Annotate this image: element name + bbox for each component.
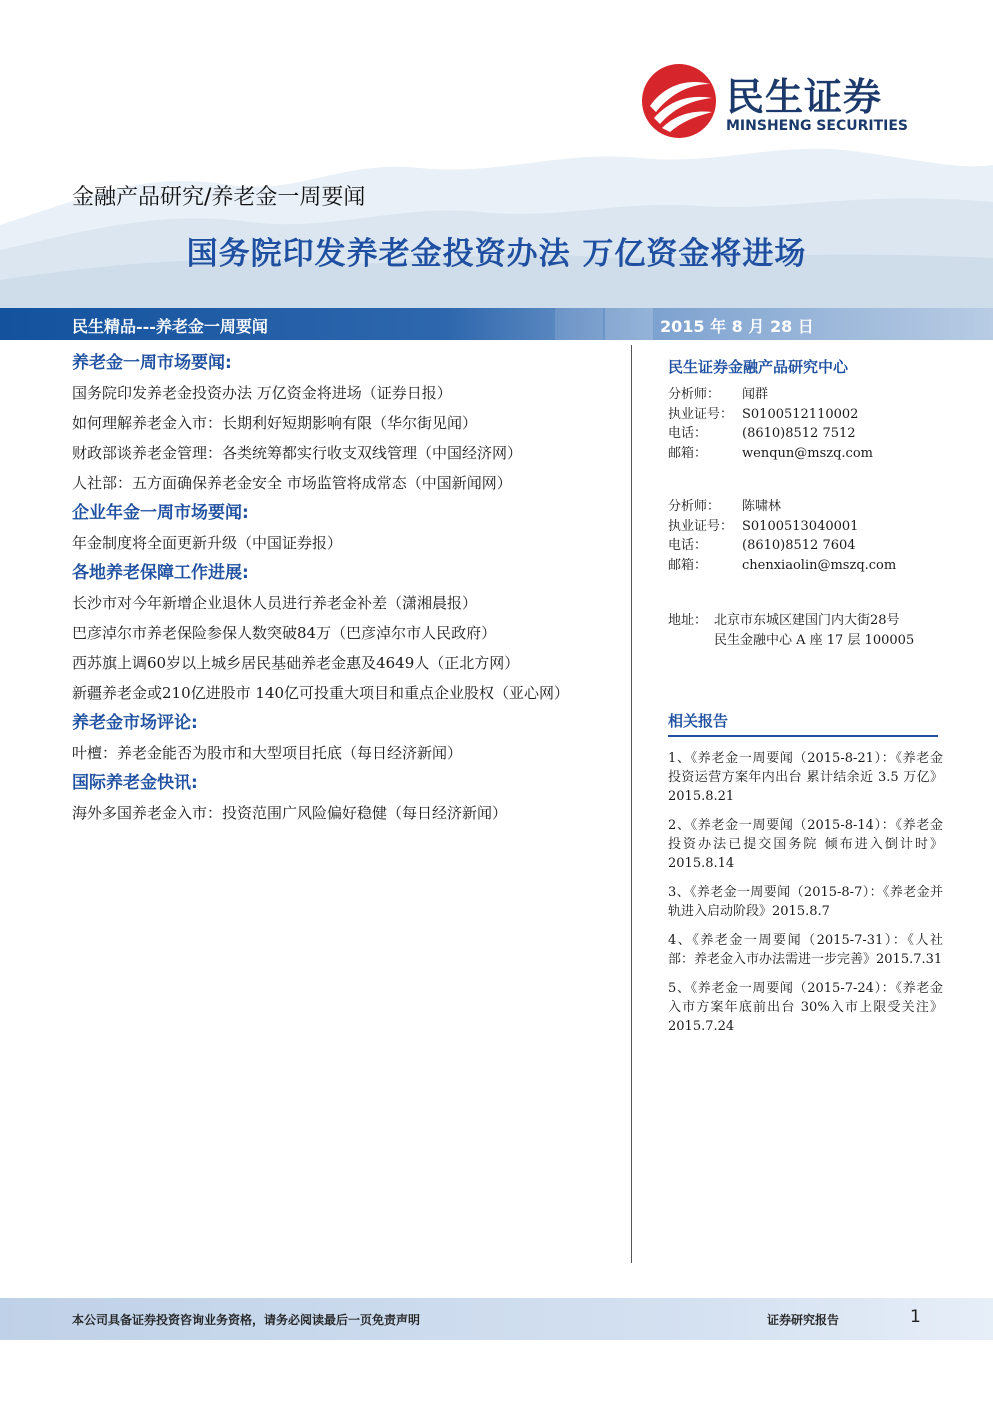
address-block (668, 611, 943, 650)
footer-disclaimer: 本公司具备证券投资咨询业务资格，请务必阅读最后一页免责声明 (72, 1313, 421, 1327)
news-item: 人社部：五方面确保养老金安全 市场监管将成常态（中国新闻网） (72, 474, 512, 492)
report-date: 2015 年 8 月 28 日 (660, 317, 814, 336)
minsheng-logo (640, 62, 930, 142)
related-report-item[interactable]: 1、《养老金一周要闻（2015-8-21）：《养老金投资运营方案年内出台 累计结余近 3.5 万亿》2015.8.21 (668, 751, 943, 804)
page-number: 1 (910, 1307, 921, 1327)
news-item: 如何理解养老金入市：长期利好短期影响有限（华尔街见闻） (72, 414, 478, 432)
analyst-label: 分析师： (668, 499, 721, 514)
analyst-name: 陈啸林 (742, 499, 782, 514)
related-report-item[interactable]: 5、《养老金一周要闻（2015-7-24）：《养老金入市方案年底前出台 30%入市上限受关注》2015.7.24 (668, 981, 943, 1034)
news-item: 长沙市对今年新增企业退休人员进行养老金补差（潇湘晨报） (72, 594, 478, 612)
phone-number: (8610)8512 7512 (742, 426, 856, 441)
email-label: 邮箱： (668, 445, 708, 461)
related-report-item[interactable]: 4、《养老金一周要闻（2015-7-31）：《人社部：养老金入市办法需进一步完善》2015.7.31 (668, 933, 943, 967)
news-item: 巴彦淖尔市养老保险参保人数突破84万（巴彦淖尔市人民政府） (72, 624, 497, 642)
related-report-item[interactable]: 2、《养老金一周要闻（2015-8-14）：《养老金投资办法已提交国务院 倾布进入倒计时》2015.8.14 (668, 818, 943, 871)
band-segment (605, 308, 653, 340)
report-category: 金融产品研究/养老金一周要闻 (72, 185, 366, 210)
news-item: 叶檀：养老金能否为股市和大型项目托底（每日经济新闻） (72, 744, 463, 762)
section-heading: 国际养老金快讯: (72, 773, 198, 793)
cert-label: 执业证号： (668, 406, 734, 422)
mountain-background-image (0, 130, 993, 320)
related-reports-list (668, 749, 943, 1036)
cert-number: S0100512110002 (742, 406, 859, 422)
brand-name-en: MINSHENG SECURITIES (726, 118, 908, 134)
brand-name-cn: 民生证券 (726, 75, 883, 119)
phone-number: (8610)8512 7604 (742, 538, 856, 553)
news-section (72, 348, 620, 498)
news-item: 年金制度将全面更新升级（中国证券报） (72, 534, 343, 552)
cert-number: S0100513040001 (742, 518, 859, 534)
band-segment (555, 308, 603, 340)
news-section (72, 558, 620, 708)
page-footer (0, 1298, 993, 1340)
analyst-name: 闻群 (742, 387, 769, 402)
analyst-block (668, 497, 943, 575)
news-item: 海外多国养老金入市：投资范围广风险偏好稳健（每日经济新闻） (72, 804, 508, 822)
address-label: 地址： (668, 613, 708, 628)
news-section (72, 768, 620, 828)
analyst-block (668, 385, 943, 463)
news-item: 财政部谈养老金管理：各类统筹都实行收支双线管理（中国经济网） (72, 444, 523, 462)
minsheng-emblem-icon (640, 62, 718, 140)
cert-label: 执业证号： (668, 518, 734, 534)
related-reports-heading: 相关报告 (668, 710, 938, 737)
email-link[interactable]: wenqun@mszq.com (742, 445, 873, 461)
news-item: 新疆养老金或210亿进股市 140亿可投重大项目和重点企业股权（亚心网） (72, 684, 570, 702)
band-series-label: 民生精品---养老金一周要闻 (72, 317, 268, 336)
news-section (72, 708, 620, 768)
news-section (72, 498, 620, 558)
phone-label: 电话： (668, 538, 708, 553)
news-item: 西苏旗上调60岁以上城乡居民基础养老金惠及4649人（正北方网） (72, 654, 520, 672)
report-title: 国务院印发养老金投资办法 万亿资金将进场 (186, 236, 807, 272)
news-column (72, 348, 620, 828)
column-divider (631, 345, 632, 1263)
related-report-item[interactable]: 3、《养老金一周要闻（2015-8-7）：《养老金并轨进入启动阶段》2015.8.7 (668, 885, 943, 919)
address-line: 北京市东城区建国门内大街28号 (714, 613, 900, 628)
email-link[interactable]: chenxiaolin@mszq.com (742, 557, 897, 573)
news-item: 国务院印发养老金投资办法 万亿资金将进场（证券日报） (72, 384, 452, 402)
section-heading: 各地养老保障工作进展: (72, 563, 249, 583)
sidebar-info (668, 356, 943, 1046)
section-heading: 企业年金一周市场要闻: (72, 503, 249, 523)
email-label: 邮箱： (668, 557, 708, 573)
section-heading: 养老金市场评论: (72, 713, 198, 733)
analyst-label: 分析师： (668, 387, 721, 402)
address-line: 民生金融中心 A 座 17 层 100005 (714, 632, 915, 648)
footer-doc-type: 证券研究报告 (767, 1313, 840, 1327)
phone-label: 电话： (668, 426, 708, 441)
section-heading: 养老金一周市场要闻: (72, 353, 232, 373)
header-band (0, 308, 993, 340)
research-center-name: 民生证券金融产品研究中心 (668, 358, 849, 376)
